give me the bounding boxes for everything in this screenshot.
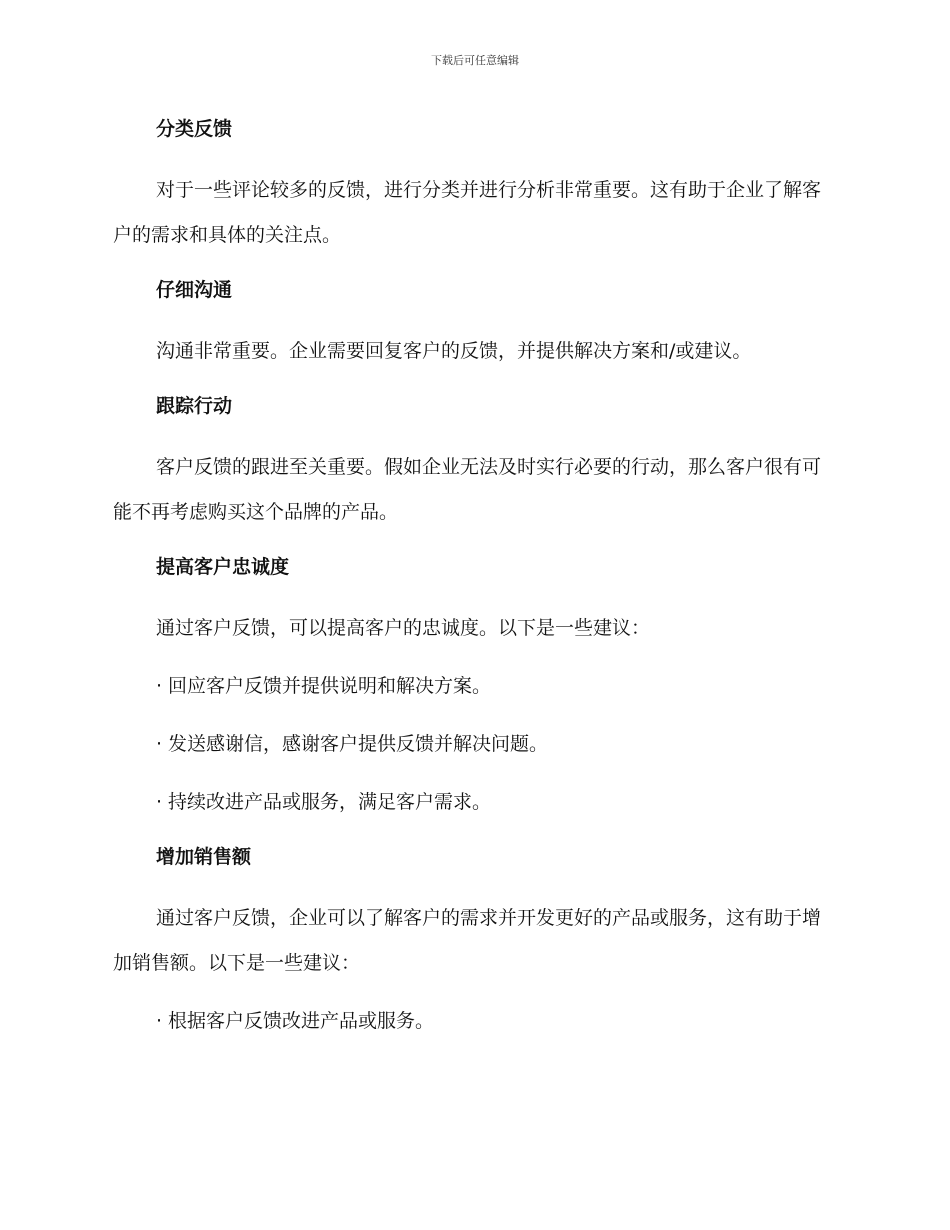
section-paragraph-customer-loyalty: 通过客户反馈，可以提高客户的忠诚度。以下是一些建议： — [156, 617, 651, 639]
section-paragraph-increase-sales: 通过客户反馈，企业可以了解客户的需求并开发更好的产品或服务，这有助于增加销售额。以下是一些建议： — [113, 907, 822, 974]
section-paragraph-follow-up-action: 客户反馈的跟进至关重要。假如企业无法及时实行必要的行动，那么客户很有可能不再考虑购买这个品牌的产品。 — [113, 456, 822, 523]
document-body — [113, 110, 833, 1057]
section-heading-classify-feedback: 分类反馈 — [156, 118, 233, 140]
bullet-icon: · — [156, 733, 163, 755]
bullet-icon: · — [156, 1010, 163, 1032]
list-item-text: 根据客户反馈改进产品或服务。 — [168, 1010, 435, 1032]
section-paragraph-classify-feedback: 对于一些评论较多的反馈，进行分类并进行分析非常重要。这有助于企业了解客户的需求和具体的关注点。 — [113, 179, 822, 246]
section-heading-careful-communication: 仔细沟通 — [156, 279, 233, 301]
list-item-text: 持续改进产品或服务，满足客户需求。 — [168, 791, 492, 813]
section-heading-increase-sales: 增加销售额 — [156, 846, 252, 868]
list-item — [113, 999, 833, 1044]
section-paragraph-careful-communication: 沟通非常重要。企业需要回复客户的反馈，并提供解决方案和/或建议。 — [156, 340, 752, 362]
bullet-icon: · — [156, 791, 163, 813]
list-item — [113, 780, 833, 825]
header-note: 下载后可任意编辑 — [431, 54, 519, 67]
list-item-text: 发送感谢信，感谢客户提供反馈并解决问题。 — [168, 733, 549, 755]
list-item — [113, 722, 833, 767]
section-heading-customer-loyalty: 提高客户忠诚度 — [156, 556, 290, 578]
section-heading-follow-up-action: 跟踪行动 — [156, 395, 233, 417]
list-item — [113, 664, 833, 709]
bullet-icon: · — [156, 675, 163, 697]
list-item-text: 回应客户反馈并提供说明和解决方案。 — [168, 675, 492, 697]
